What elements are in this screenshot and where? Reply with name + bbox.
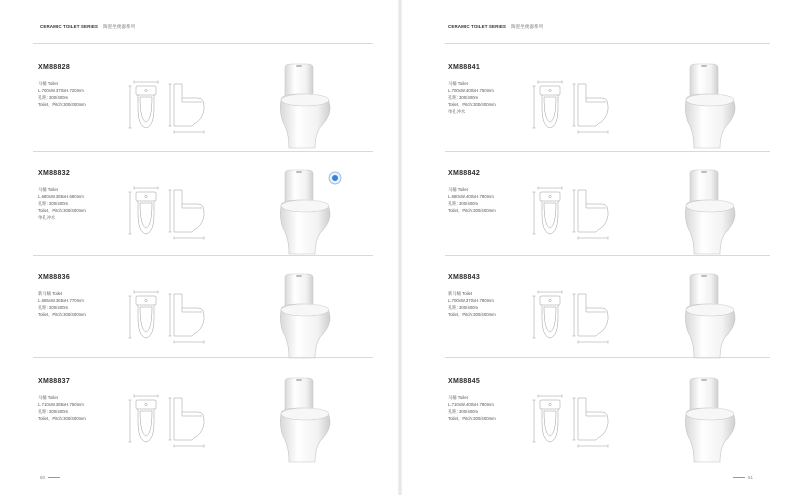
technical-drawing-icon [126,290,226,350]
page-header [40,24,135,30]
spec-line: 孔距: 300/400m [38,95,69,100]
product-entry [38,378,373,478]
spec-line: 马桶 Toilet [38,81,58,86]
model-number: XM88842 [448,170,481,177]
product-entry [448,378,770,478]
toilet-photo [668,374,758,470]
toilet-photo [263,60,353,156]
series-title-cn: 陶瓷坐便器系列 [103,24,136,29]
technical-drawing-icon [530,80,630,140]
spec-line: 孔距: 300/400m [38,305,69,310]
toilet-photo [668,270,758,366]
model-number: XM88837 [38,378,71,385]
spec-line: 孔距: 300/400m [448,201,479,206]
toilet-photo [263,166,353,262]
model-number: XM88836 [38,274,71,281]
spec-line: L.710xW.385xH.750mm [38,402,84,407]
spec-line: 马桶 Toilet [38,187,58,192]
spec-line: Toilet、Pitch:300/400mm [448,102,496,107]
spec-line: 马桶 Toilet [448,395,468,400]
model-number: XM88828 [38,64,71,71]
series-title: CERAMIC TOILET SERIES [40,24,99,29]
page-footer [730,475,753,480]
product-entry [38,64,373,164]
spec-line: L.700xW.370xH.720mm [38,88,84,93]
spec-line: 孔距: 300/400m [38,201,69,206]
spec-line: 孔距: 300/400m [448,95,479,100]
spec-list [448,186,496,214]
divider [445,255,770,256]
spec-line: Toilet、Pitch:300/400mm [448,312,496,317]
spec-line: Toilet、Pitch:300/400mm [38,312,86,317]
page-footer [40,475,63,480]
spec-line: Toilet、Pitch:300/400mm [38,208,86,213]
divider [445,43,770,44]
page-number: 51 [748,475,754,480]
spec-line: L.680xW.400xH.780mm [448,194,494,199]
spec-list [38,186,86,221]
model-number: XM88841 [448,64,481,71]
spec-list [38,394,86,422]
technical-drawing-icon [126,80,226,140]
page-number: 50 [40,475,46,480]
divider [33,43,373,44]
series-title-cn: 陶瓷坐便器系列 [511,24,544,29]
spec-line: 新马桶 Toilet [38,291,63,296]
spec-line: L.685xW.365xH.770mm [38,298,84,303]
footer-rule [733,477,745,478]
catalog-page-right [400,0,800,495]
spec-line: 新马桶 Toilet [448,291,473,296]
spec-list [38,80,86,108]
spec-line: 马桶 Toilet [448,81,468,86]
spec-list [38,290,86,318]
spec-line: 孔距: 300/400m [448,409,479,414]
spec-line: Toilet、Pitch:300/400mm [38,416,86,421]
product-entry [38,274,373,374]
technical-drawing-icon [126,394,226,454]
toilet-photo [668,60,758,156]
technical-drawing-icon [530,186,630,246]
spec-line: L.710xW.400xH.780mm [448,402,494,407]
spec-line: 孔距: 300/400m [38,409,69,414]
technical-drawing-icon [126,186,226,246]
spec-list [448,394,496,422]
divider [445,151,770,152]
spec-line: 马桶 Toilet [448,187,468,192]
spec-line: Toilet、Pitch:300/400mm [448,416,496,421]
spec-line: L.700xW.400xH.750mm [448,88,494,93]
spec-line: 单孔冲水 [448,109,466,114]
spec-line: Toilet、Pitch:300/400mm [38,102,86,107]
spec-line: 孔距: 300/400m [448,305,479,310]
toilet-photo [263,270,353,366]
divider [33,255,373,256]
model-number: XM88832 [38,170,71,177]
model-number: XM88843 [448,274,481,281]
spec-list [448,80,496,115]
product-entry [448,274,770,374]
spec-line: 单孔冲水 [38,215,56,220]
model-number: XM88845 [448,378,481,385]
spec-line: L.700xW.370xH.780mm [448,298,494,303]
product-entry [448,64,770,164]
technical-drawing-icon [530,394,630,454]
series-title: CERAMIC TOILET SERIES [448,24,507,29]
footer-rule [48,477,60,478]
technical-drawing-icon [530,290,630,350]
spec-line: 马桶 Toilet [38,395,58,400]
divider [33,151,373,152]
spec-line: Toilet、Pitch:300/400mm [448,208,496,213]
spec-line: L.680xW.385xH.680mm [38,194,84,199]
spec-list [448,290,496,318]
toilet-photo [668,166,758,262]
page-header [448,24,543,30]
divider [445,357,770,358]
toilet-photo [263,374,353,470]
divider [33,357,373,358]
